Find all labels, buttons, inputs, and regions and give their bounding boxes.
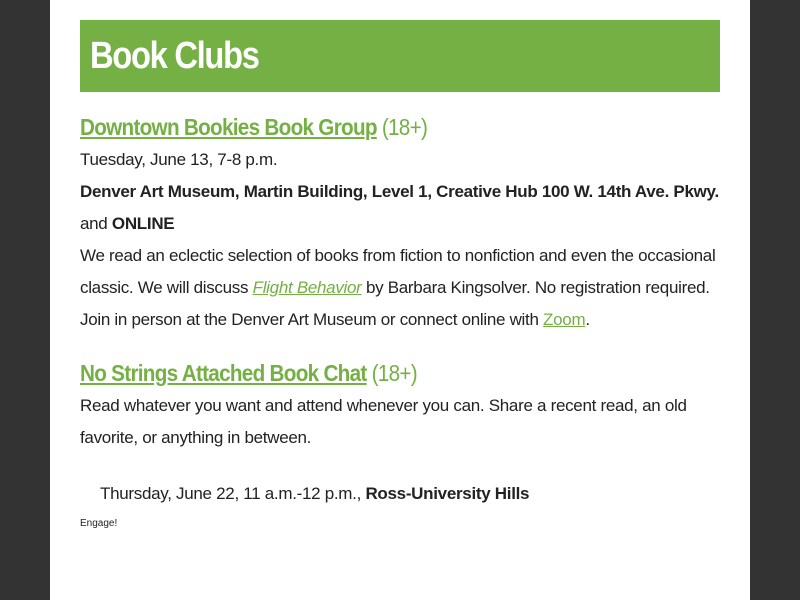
club-heading — [80, 356, 656, 390]
event-location: Ross-University Hills — [365, 484, 530, 503]
event-listing — [80, 478, 720, 510]
page-title: Book Clubs — [90, 34, 259, 77]
zoom-link[interactable]: Zoom — [543, 310, 586, 329]
age-restriction: (18+) — [381, 114, 428, 140]
and-text: and — [80, 214, 108, 233]
event-location: Denver Art Museum, Martin Building, Level 1, Creative Hub 100 W. 14th Ave. Pkwy. — [80, 182, 719, 201]
club-title-link[interactable]: No Strings Attached Book Chat — [80, 360, 367, 386]
club-description: Read whatever you want and attend whenever you can. Share a recent read, an old favorite, or anything in between. — [80, 396, 687, 447]
content-page — [50, 0, 750, 600]
club-downtown-bookies — [80, 110, 720, 336]
age-restriction: (18+) — [371, 360, 417, 386]
event-datetime: Tuesday, June 13, 7-8 p.m. — [80, 150, 278, 169]
online-text: ONLINE — [111, 214, 175, 233]
event-online-line — [80, 208, 720, 240]
club-heading — [80, 110, 656, 144]
event-datetime: Thursday, June 22, 11 a.m.-12 p.m., — [100, 484, 362, 503]
club-description — [80, 240, 720, 336]
page-banner — [80, 20, 720, 92]
description-end: . — [585, 310, 590, 329]
club-title-link[interactable]: Downtown Bookies Book Group — [80, 114, 377, 140]
book-title-link[interactable]: Flight Behavior — [252, 278, 362, 297]
description-part-1: We read an eclectic selection of books from fiction to nonfiction and even the occasional classic. We will discuss — [80, 246, 716, 297]
club-no-strings-attached — [80, 356, 720, 510]
footer-text: Engage! — [80, 518, 118, 529]
description-part-2: by Barbara Kingsolver. No registration required. Join in person at the Denver Art Museum or connect online with — [80, 278, 710, 329]
